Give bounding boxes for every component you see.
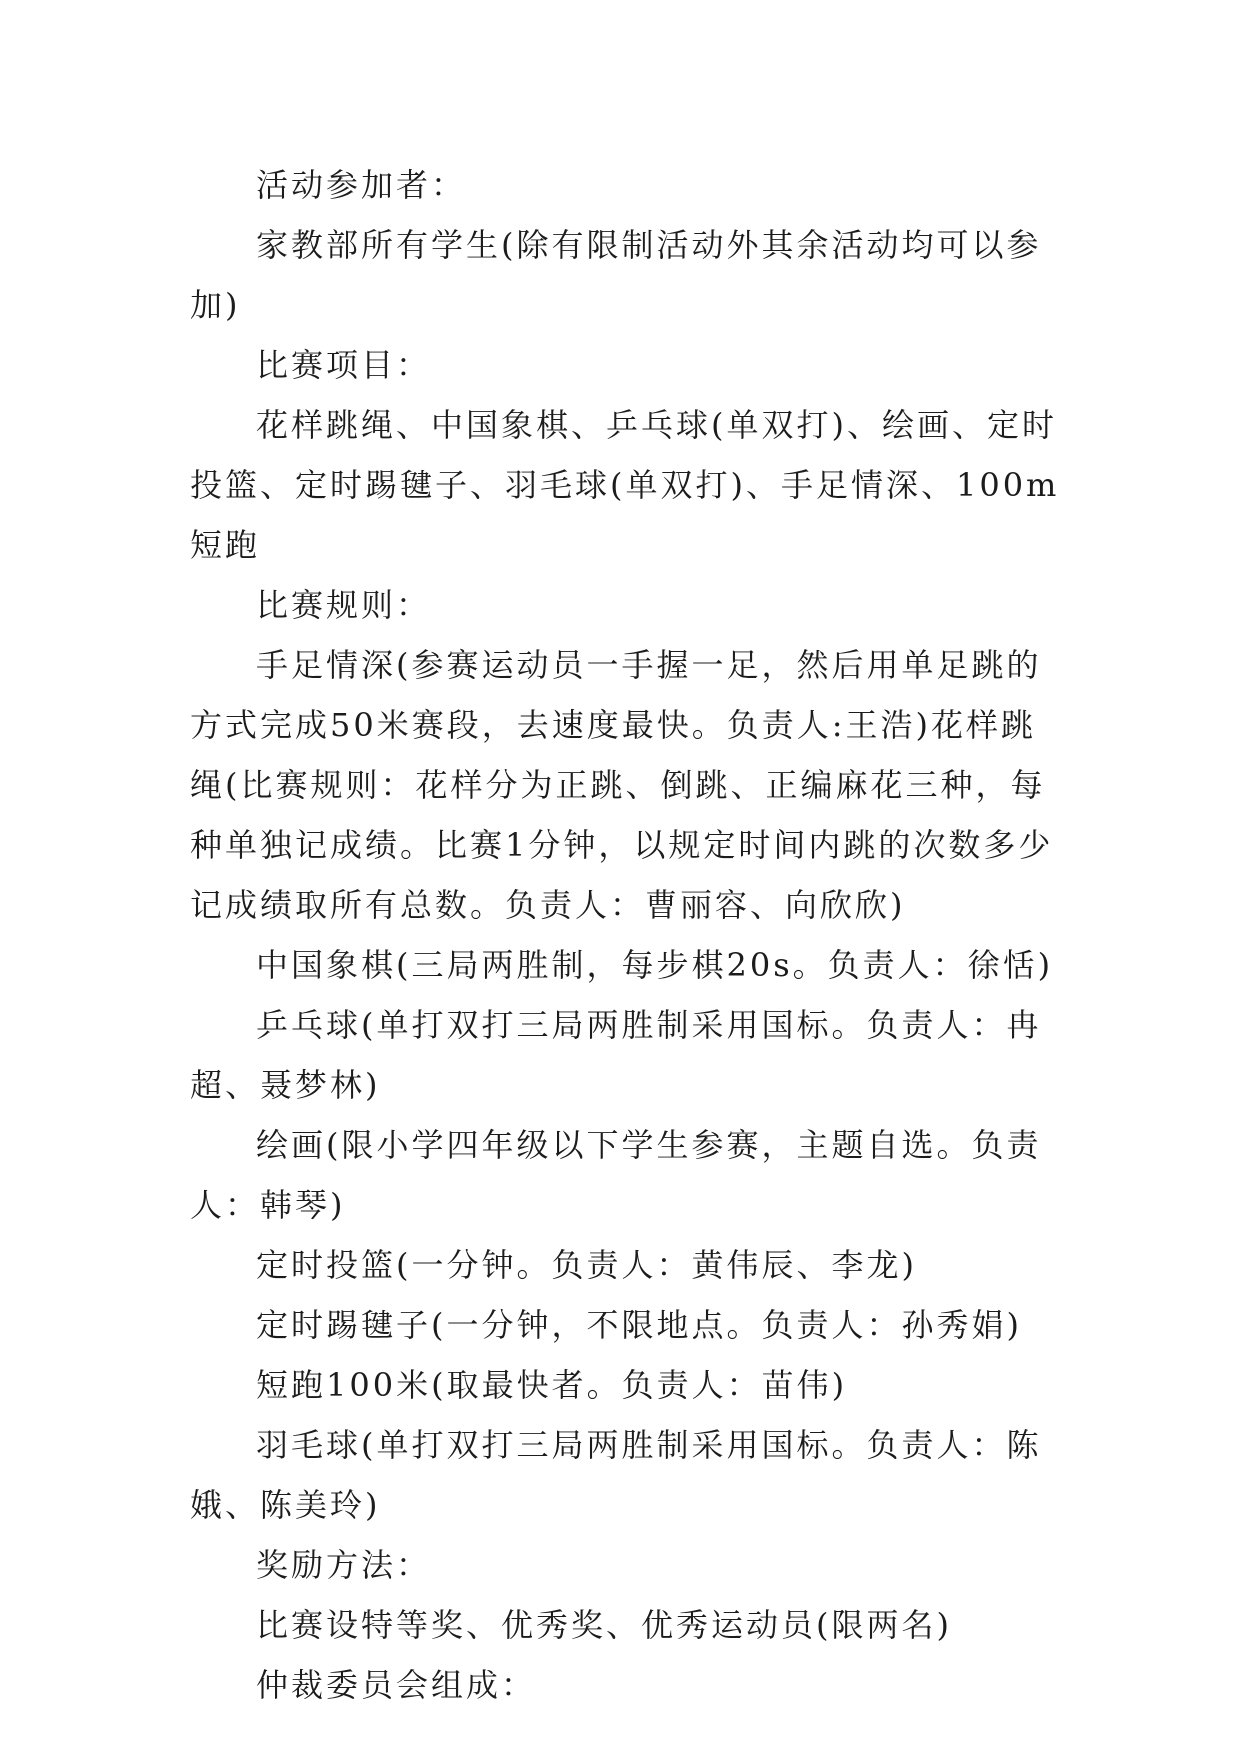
participants-text: 家教部所有学生(除有限制活动外其余活动均可以参加) <box>190 226 1042 324</box>
document-body <box>190 155 1070 1715</box>
rule-hand-foot-and-rope: 手足情深(参赛运动员一手握一足，然后用单足跳的方式完成50米赛段，去速度最快。负责人:王浩)花样跳绳(比赛规则：花样分为正跳、倒跳、正编麻花三种，每种单独记成绩。比赛1分钟，以规定时间内跳的次数多少记成绩取所有总数。负责人：曹丽容、向欣欣) <box>190 646 1054 924</box>
rule-timed-shuttlecock: 定时踢毽子(一分钟，不限地点。负责人：孙秀娟) <box>256 1306 1022 1344</box>
rule-table-tennis: 乒乓球(单打双打三局两胜制采用国标。负责人：冉超、聂梦林) <box>190 1006 1042 1104</box>
section-heading-events: 比赛项目： <box>256 346 432 384</box>
rule-timed-shooting: 定时投篮(一分钟。负责人：黄伟辰、李龙) <box>256 1246 917 1284</box>
rule-badminton: 羽毛球(单打双打三局两胜制采用国标。负责人：陈娥、陈美玲) <box>190 1426 1042 1524</box>
section-heading-arbitration: 仲裁委员会组成： <box>256 1666 537 1704</box>
section-heading-awards: 奖励方法： <box>256 1546 432 1584</box>
rule-painting: 绘画(限小学四年级以下学生参赛，主题自选。负责人：韩琴) <box>190 1126 1042 1224</box>
events-list-text: 花样跳绳、中国象棋、乒乓球(单双打)、绘画、定时投篮、定时踢毽子、羽毛球(单双打)、手足情深、100m短跑 <box>190 406 1060 564</box>
section-heading-rules: 比赛规则： <box>256 586 432 624</box>
rule-chinese-chess: 中国象棋(三局两胜制，每步棋20s。负责人：徐恬) <box>256 946 1054 984</box>
awards-text: 比赛设特等奖、优秀奖、优秀运动员(限两名) <box>256 1606 952 1644</box>
rule-sprint: 短跑100米(取最快者。负责人：苗伟) <box>256 1366 848 1404</box>
section-heading-participants: 活动参加者： <box>256 166 467 204</box>
